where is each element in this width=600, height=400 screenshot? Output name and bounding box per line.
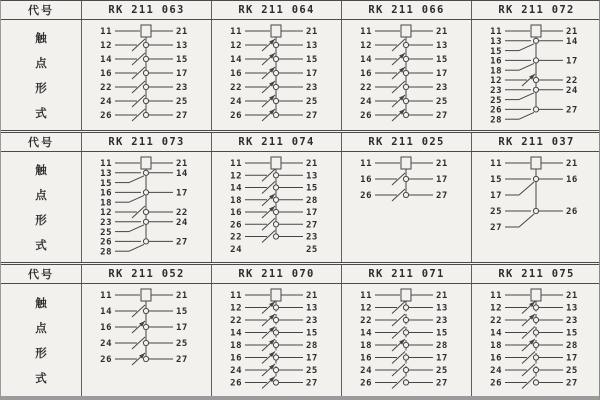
svg-text:22: 22 bbox=[230, 83, 242, 94]
relay-schematic-svg bbox=[82, 152, 211, 262]
label-char: 形 bbox=[35, 345, 47, 360]
svg-text:22: 22 bbox=[566, 76, 578, 87]
svg-text:17: 17 bbox=[176, 188, 188, 199]
code-label: 代号 bbox=[28, 4, 54, 17]
svg-text:27: 27 bbox=[176, 355, 188, 366]
contact-diagram bbox=[81, 152, 211, 262]
svg-text:13: 13 bbox=[490, 37, 502, 47]
svg-text:14: 14 bbox=[100, 307, 112, 318]
svg-text:21: 21 bbox=[306, 27, 318, 38]
svg-text:11: 11 bbox=[360, 291, 372, 302]
svg-text:16: 16 bbox=[566, 175, 578, 186]
svg-text:26: 26 bbox=[360, 378, 372, 389]
label-char: 点 bbox=[35, 187, 47, 202]
model-code: RK 211 064 bbox=[211, 1, 341, 19]
relay-schematic-svg bbox=[212, 152, 341, 262]
svg-text:16: 16 bbox=[490, 56, 502, 67]
relay-schematic-svg bbox=[82, 20, 211, 130]
svg-text:17: 17 bbox=[306, 208, 318, 219]
svg-text:11: 11 bbox=[230, 159, 242, 170]
svg-text:22: 22 bbox=[360, 316, 372, 327]
svg-text:14: 14 bbox=[176, 169, 188, 179]
svg-text:25: 25 bbox=[176, 97, 188, 108]
svg-text:16: 16 bbox=[360, 69, 372, 80]
svg-text:28: 28 bbox=[306, 195, 318, 206]
svg-text:28: 28 bbox=[436, 341, 448, 352]
relay-schematic-svg bbox=[472, 284, 600, 396]
svg-text:22: 22 bbox=[100, 83, 112, 94]
svg-text:22: 22 bbox=[176, 208, 188, 219]
svg-text:26: 26 bbox=[100, 111, 112, 122]
svg-text:23: 23 bbox=[306, 316, 318, 327]
svg-text:15: 15 bbox=[100, 178, 112, 189]
contact-diagram bbox=[471, 152, 600, 262]
svg-text:24: 24 bbox=[176, 218, 188, 228]
svg-text:12: 12 bbox=[490, 303, 502, 314]
contact-diagram bbox=[211, 152, 341, 262]
model-code: RK 211 063 bbox=[81, 1, 211, 19]
svg-text:25: 25 bbox=[306, 366, 318, 377]
svg-text:26: 26 bbox=[360, 111, 372, 122]
relay-schematic-svg bbox=[212, 284, 341, 396]
svg-text:15: 15 bbox=[436, 328, 448, 339]
svg-text:14: 14 bbox=[230, 183, 242, 194]
model-code: RK 211 075 bbox=[471, 265, 600, 283]
svg-text:25: 25 bbox=[490, 207, 502, 218]
relay-schematic-svg bbox=[342, 152, 471, 262]
svg-text:23: 23 bbox=[176, 83, 188, 94]
svg-text:21: 21 bbox=[436, 27, 448, 38]
svg-text:27: 27 bbox=[436, 191, 448, 202]
svg-text:21: 21 bbox=[566, 291, 578, 302]
svg-text:25: 25 bbox=[306, 97, 318, 108]
svg-text:26: 26 bbox=[566, 207, 578, 218]
contact-form-label bbox=[1, 152, 81, 262]
contact-diagram bbox=[211, 20, 341, 130]
svg-text:21: 21 bbox=[176, 27, 188, 38]
svg-text:18: 18 bbox=[490, 341, 502, 352]
contact-diagram bbox=[81, 20, 211, 130]
svg-text:12: 12 bbox=[360, 41, 372, 52]
svg-text:12: 12 bbox=[360, 303, 372, 314]
svg-text:14: 14 bbox=[566, 37, 578, 47]
svg-text:15: 15 bbox=[490, 175, 502, 186]
svg-text:15: 15 bbox=[306, 183, 318, 194]
svg-text:27: 27 bbox=[306, 378, 318, 389]
svg-text:17: 17 bbox=[566, 56, 578, 67]
svg-text:23: 23 bbox=[436, 316, 448, 327]
svg-text:13: 13 bbox=[176, 41, 188, 52]
svg-text:23: 23 bbox=[306, 232, 318, 243]
svg-text:11: 11 bbox=[490, 291, 502, 302]
svg-text:14: 14 bbox=[100, 55, 112, 66]
svg-text:25: 25 bbox=[490, 95, 502, 106]
svg-text:15: 15 bbox=[306, 55, 318, 66]
svg-text:17: 17 bbox=[306, 69, 318, 80]
svg-text:27: 27 bbox=[176, 237, 188, 248]
label-char: 触 bbox=[35, 30, 47, 45]
svg-text:15: 15 bbox=[176, 55, 188, 66]
svg-text:13: 13 bbox=[436, 41, 448, 52]
relay-schematic-svg bbox=[472, 152, 600, 262]
svg-text:27: 27 bbox=[306, 111, 318, 122]
svg-text:26: 26 bbox=[490, 105, 502, 116]
svg-text:12: 12 bbox=[230, 41, 242, 52]
model-code: RK 211 066 bbox=[341, 1, 471, 19]
svg-text:11: 11 bbox=[360, 27, 372, 38]
svg-text:18: 18 bbox=[360, 341, 372, 352]
content-row bbox=[1, 284, 599, 396]
svg-text:12: 12 bbox=[100, 41, 112, 52]
content-row bbox=[1, 20, 599, 130]
contact-diagram bbox=[81, 284, 211, 396]
label-char: 形 bbox=[35, 80, 47, 95]
label-char: 式 bbox=[35, 105, 47, 120]
svg-text:14: 14 bbox=[230, 328, 242, 339]
svg-text:13: 13 bbox=[306, 171, 318, 182]
svg-text:25: 25 bbox=[306, 244, 318, 255]
svg-text:24: 24 bbox=[230, 366, 242, 377]
svg-text:21: 21 bbox=[436, 159, 448, 170]
svg-text:23: 23 bbox=[490, 86, 502, 96]
svg-text:13: 13 bbox=[436, 303, 448, 314]
svg-text:28: 28 bbox=[490, 115, 502, 126]
svg-text:23: 23 bbox=[436, 83, 448, 94]
content-row bbox=[1, 152, 599, 262]
svg-text:12: 12 bbox=[230, 171, 242, 182]
model-code: RK 211 037 bbox=[471, 133, 600, 151]
svg-text:16: 16 bbox=[100, 188, 112, 199]
relay-schematic-svg bbox=[342, 284, 471, 396]
svg-text:11: 11 bbox=[490, 159, 502, 170]
svg-text:15: 15 bbox=[490, 46, 502, 57]
label-char: 点 bbox=[35, 55, 47, 70]
model-code: RK 211 025 bbox=[341, 133, 471, 151]
svg-text:21: 21 bbox=[176, 291, 188, 302]
svg-text:27: 27 bbox=[306, 220, 318, 231]
svg-text:26: 26 bbox=[230, 220, 242, 231]
svg-text:24: 24 bbox=[100, 339, 112, 350]
svg-text:17: 17 bbox=[436, 175, 448, 186]
svg-text:28: 28 bbox=[566, 341, 578, 352]
model-code: RK 211 073 bbox=[81, 133, 211, 151]
svg-text:11: 11 bbox=[100, 291, 112, 302]
svg-text:18: 18 bbox=[100, 198, 112, 209]
relay-schematic-svg bbox=[342, 20, 471, 130]
contact-form-label bbox=[1, 284, 81, 396]
svg-text:28: 28 bbox=[306, 341, 318, 352]
header-row bbox=[1, 265, 599, 284]
relay-schematic-svg bbox=[472, 20, 600, 130]
svg-text:24: 24 bbox=[230, 97, 242, 108]
header-row bbox=[1, 1, 599, 20]
svg-text:28: 28 bbox=[100, 247, 112, 258]
svg-text:11: 11 bbox=[360, 159, 372, 170]
svg-text:25: 25 bbox=[100, 227, 112, 238]
contact-diagram bbox=[341, 152, 471, 262]
svg-text:14: 14 bbox=[360, 55, 372, 66]
svg-text:21: 21 bbox=[436, 291, 448, 302]
svg-text:18: 18 bbox=[490, 66, 502, 77]
svg-text:13: 13 bbox=[100, 169, 112, 179]
svg-text:13: 13 bbox=[566, 303, 578, 314]
contact-diagram bbox=[471, 284, 600, 396]
svg-text:26: 26 bbox=[360, 191, 372, 202]
svg-text:27: 27 bbox=[436, 378, 448, 389]
svg-text:12: 12 bbox=[490, 76, 502, 87]
svg-text:25: 25 bbox=[436, 366, 448, 377]
header-row bbox=[1, 133, 599, 152]
svg-text:21: 21 bbox=[176, 159, 188, 170]
svg-text:16: 16 bbox=[100, 69, 112, 80]
svg-text:25: 25 bbox=[566, 366, 578, 377]
svg-text:24: 24 bbox=[566, 86, 578, 96]
svg-text:16: 16 bbox=[230, 69, 242, 80]
svg-text:12: 12 bbox=[100, 208, 112, 219]
model-code: RK 211 074 bbox=[211, 133, 341, 151]
svg-text:21: 21 bbox=[566, 27, 578, 38]
svg-text:27: 27 bbox=[436, 111, 448, 122]
svg-text:11: 11 bbox=[230, 291, 242, 302]
relay-schematic-svg bbox=[82, 284, 211, 396]
svg-text:16: 16 bbox=[360, 353, 372, 364]
svg-text:26: 26 bbox=[490, 378, 502, 389]
svg-text:21: 21 bbox=[306, 159, 318, 170]
svg-text:23: 23 bbox=[566, 316, 578, 327]
svg-text:22: 22 bbox=[360, 83, 372, 94]
contact-diagram bbox=[341, 20, 471, 130]
svg-text:17: 17 bbox=[176, 69, 188, 80]
relay-schematic-svg bbox=[212, 20, 341, 130]
model-code: RK 211 052 bbox=[81, 265, 211, 283]
svg-text:18: 18 bbox=[230, 195, 242, 206]
svg-text:25: 25 bbox=[436, 97, 448, 108]
svg-text:24: 24 bbox=[360, 366, 372, 377]
svg-text:15: 15 bbox=[306, 328, 318, 339]
svg-text:27: 27 bbox=[176, 111, 188, 122]
table-section-2 bbox=[1, 133, 599, 265]
svg-text:26: 26 bbox=[100, 355, 112, 366]
svg-text:15: 15 bbox=[436, 55, 448, 66]
svg-text:21: 21 bbox=[566, 159, 578, 170]
svg-text:26: 26 bbox=[100, 237, 112, 248]
svg-text:12: 12 bbox=[230, 303, 242, 314]
model-code: RK 211 071 bbox=[341, 265, 471, 283]
svg-text:23: 23 bbox=[100, 218, 112, 228]
svg-text:14: 14 bbox=[490, 328, 502, 339]
svg-text:22: 22 bbox=[230, 232, 242, 243]
svg-text:17: 17 bbox=[436, 353, 448, 364]
svg-text:17: 17 bbox=[490, 191, 502, 202]
svg-text:24: 24 bbox=[490, 366, 502, 377]
svg-text:16: 16 bbox=[230, 208, 242, 219]
svg-text:26: 26 bbox=[230, 378, 242, 389]
contact-diagram bbox=[471, 20, 600, 130]
svg-text:23: 23 bbox=[306, 83, 318, 94]
model-code: RK 211 072 bbox=[471, 1, 600, 19]
svg-text:17: 17 bbox=[176, 323, 188, 334]
svg-text:27: 27 bbox=[490, 223, 502, 234]
svg-text:22: 22 bbox=[230, 316, 242, 327]
svg-text:21: 21 bbox=[306, 291, 318, 302]
svg-text:18: 18 bbox=[230, 341, 242, 352]
table-section-3 bbox=[1, 265, 599, 396]
label-char: 触 bbox=[35, 162, 47, 177]
svg-text:27: 27 bbox=[566, 105, 578, 116]
contact-form-label bbox=[1, 20, 81, 130]
svg-text:15: 15 bbox=[566, 328, 578, 339]
svg-text:17: 17 bbox=[306, 353, 318, 364]
contact-diagram bbox=[341, 284, 471, 396]
svg-text:17: 17 bbox=[566, 353, 578, 364]
svg-text:16: 16 bbox=[360, 175, 372, 186]
svg-text:16: 16 bbox=[100, 323, 112, 334]
code-label: 代号 bbox=[28, 268, 54, 281]
table-section-1 bbox=[1, 1, 599, 133]
svg-text:11: 11 bbox=[100, 159, 112, 170]
svg-text:11: 11 bbox=[100, 27, 112, 38]
svg-text:26: 26 bbox=[230, 111, 242, 122]
svg-text:27: 27 bbox=[566, 378, 578, 389]
label-char: 形 bbox=[35, 212, 47, 227]
label-char: 式 bbox=[35, 237, 47, 252]
svg-text:14: 14 bbox=[230, 55, 242, 66]
model-code: RK 211 070 bbox=[211, 265, 341, 283]
label-char: 触 bbox=[35, 295, 47, 310]
label-char: 式 bbox=[35, 370, 47, 385]
svg-text:11: 11 bbox=[230, 27, 242, 38]
svg-text:16: 16 bbox=[490, 353, 502, 364]
svg-text:13: 13 bbox=[306, 41, 318, 52]
svg-text:11: 11 bbox=[490, 27, 502, 38]
code-label: 代号 bbox=[28, 136, 54, 149]
svg-text:24: 24 bbox=[230, 244, 242, 255]
svg-text:22: 22 bbox=[490, 316, 502, 327]
contact-diagram bbox=[211, 284, 341, 396]
svg-text:24: 24 bbox=[360, 97, 372, 108]
svg-text:13: 13 bbox=[306, 303, 318, 314]
svg-text:15: 15 bbox=[176, 307, 188, 318]
svg-text:16: 16 bbox=[230, 353, 242, 364]
label-char: 点 bbox=[35, 320, 47, 335]
svg-text:17: 17 bbox=[436, 69, 448, 80]
svg-text:25: 25 bbox=[176, 339, 188, 350]
svg-text:24: 24 bbox=[100, 97, 112, 108]
svg-text:14: 14 bbox=[360, 328, 372, 339]
